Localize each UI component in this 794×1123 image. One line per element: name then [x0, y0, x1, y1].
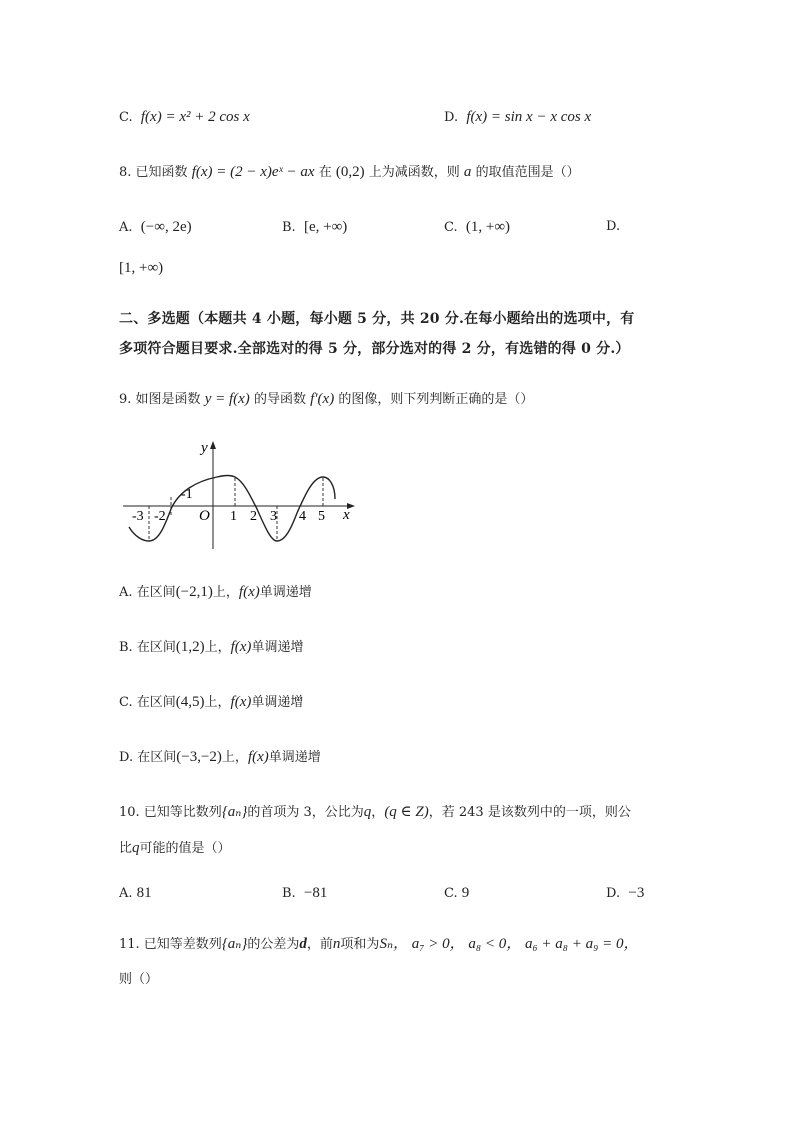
option-text: 在区间	[136, 640, 176, 655]
option-value: −3	[628, 885, 645, 901]
math-variable: d	[299, 936, 307, 952]
tick-label-minus3: -3	[132, 509, 144, 524]
section-heading-line1: 二、多选题（本题共 4 小题，每小题 5 分，共 20 分.在每小题给出的选项中，有	[119, 311, 635, 327]
question-text: 的导函数	[253, 392, 306, 407]
math-expression: f(x)	[230, 694, 252, 710]
question-text: 的公差为	[247, 937, 300, 952]
option-value: [e, +∞)	[303, 219, 348, 235]
option-text: 上，	[204, 695, 231, 710]
option-text: 单调递增	[259, 585, 312, 600]
math-expression: f′(x)	[310, 391, 335, 407]
tick-label-2: 2	[250, 509, 257, 524]
q7-option-c	[119, 108, 250, 127]
math-variable: q	[363, 804, 372, 820]
option-label: D.	[119, 750, 134, 765]
math-expression: f(x) = (2 − x)eˣ − ax	[191, 164, 315, 180]
option-text: 单调递增	[251, 640, 304, 655]
derivative-graph	[119, 437, 359, 555]
option-value: 9	[461, 885, 470, 901]
q8-option-c	[444, 218, 510, 237]
question-text: 的首项为 3，公比为	[247, 805, 364, 820]
math-expression: (q ∈ Z)	[384, 804, 429, 820]
question-text: 9. 如图是函数	[119, 392, 201, 407]
math-interval: (4,5)	[175, 694, 205, 710]
question-text: 项和为	[340, 937, 380, 952]
math-expression: (0,2)	[335, 164, 365, 180]
question-text: 可能的值是（）	[139, 841, 231, 856]
option-value: (1, +∞)	[465, 219, 511, 235]
math-expression: f(x)	[247, 749, 269, 765]
option-label: C.	[444, 886, 458, 901]
q10-stem-line2	[119, 839, 231, 858]
question-text: ，若 243 是该数列中的一项，则公	[428, 805, 631, 820]
section-heading-line2: 多项符合题目要求.全部选对的得 5 分，部分选对的得 2 分，有选错的得 0 分.）	[119, 341, 630, 357]
option-label: C.	[444, 220, 458, 235]
math-conditions: ， a₇ > 0， a₈ < 0， a₆ + a₈ + a₉ = 0，	[393, 936, 639, 952]
y-axis-label: y	[201, 440, 208, 456]
math-expression: f(x) = sin x − x cos x	[466, 109, 592, 125]
option-label: D.	[606, 886, 621, 901]
question-text: 比	[119, 841, 133, 856]
option-label: D.	[606, 219, 621, 234]
math-variable: q	[132, 840, 140, 856]
tick-label-5: 5	[318, 509, 325, 524]
option-label: B.	[282, 886, 296, 901]
question-text: ，	[371, 805, 385, 820]
q9-option-d	[119, 748, 321, 767]
math-interval: (−2,1)	[175, 584, 213, 600]
q10-option-a	[119, 884, 152, 903]
math-expression: {aₙ}	[221, 936, 248, 952]
math-expression: f(x)	[238, 584, 260, 600]
option-label: A.	[119, 220, 133, 235]
q7-option-d	[444, 108, 591, 127]
option-text: 上，	[204, 640, 231, 655]
derivative-graph-svg	[119, 437, 359, 555]
option-value: [1, +∞)	[119, 260, 164, 276]
option-label: A.	[119, 585, 133, 600]
math-expression: f(x)	[230, 639, 252, 655]
math-variable: n	[332, 936, 341, 952]
q11-stem-line2: 则（）	[119, 972, 159, 987]
q8-option-b	[282, 218, 347, 237]
option-label: D.	[444, 110, 459, 125]
q9-stem	[119, 390, 533, 409]
option-label: C.	[119, 110, 133, 125]
option-value: (−∞, 2e)	[140, 219, 192, 235]
option-text: 单调递增	[251, 695, 304, 710]
question-text: 的取值范围是（）	[475, 165, 580, 180]
x-axis-label: x	[343, 507, 350, 523]
q11-stem-line1	[119, 935, 638, 954]
tick-label-minus2: -2	[154, 509, 166, 524]
q10-option-b	[282, 884, 327, 903]
q8-stem	[119, 163, 580, 182]
question-text: 10. 已知等比数列	[119, 805, 222, 820]
q9-option-a	[119, 583, 312, 602]
math-interval: (1,2)	[175, 639, 205, 655]
option-text: 上，	[221, 750, 248, 765]
tick-label-minus1: -1	[181, 487, 193, 502]
math-expression: Sₙ	[379, 936, 394, 952]
math-expression: {aₙ}	[221, 804, 248, 820]
q8-option-d	[606, 218, 620, 236]
origin-label: O	[199, 508, 210, 524]
math-variable: a	[463, 164, 472, 180]
tick-label-4: 4	[299, 509, 306, 524]
q10-stem-line1	[119, 803, 631, 822]
q9-option-b	[119, 638, 303, 657]
question-text: 8. 已知函数	[119, 165, 188, 180]
option-value: 81	[136, 885, 152, 901]
q8-option-d-value	[119, 259, 163, 278]
q10-option-d	[606, 884, 644, 903]
question-text: 上为减函数，则	[368, 165, 460, 180]
q8-option-a	[119, 218, 192, 237]
question-text: ，前	[306, 937, 333, 952]
math-expression: f(x) = x² + 2 cos x	[140, 109, 250, 125]
math-expression: y = f(x)	[204, 391, 250, 407]
math-interval: (−3,−2)	[176, 749, 222, 765]
option-label: C.	[119, 695, 133, 710]
option-label: B.	[282, 220, 296, 235]
option-text: 在区间	[136, 585, 176, 600]
tick-label-1: 1	[230, 509, 237, 524]
question-text: 的图像，则下列判断正确的是（）	[338, 392, 534, 407]
option-text: 在区间	[136, 695, 176, 710]
y-axis-arrow	[210, 441, 216, 449]
option-label: B.	[119, 640, 133, 655]
question-text: 在	[318, 165, 332, 180]
question-text: 11. 已知等差数列	[119, 937, 222, 952]
q9-option-c	[119, 693, 303, 712]
option-text: 单调递增	[268, 750, 321, 765]
option-text: 在区间	[137, 750, 177, 765]
q10-option-c	[444, 884, 469, 903]
tick-label-3: 3	[270, 509, 277, 524]
option-value: −81	[303, 885, 328, 901]
option-text: 上，	[212, 585, 239, 600]
option-label: A.	[119, 886, 133, 901]
